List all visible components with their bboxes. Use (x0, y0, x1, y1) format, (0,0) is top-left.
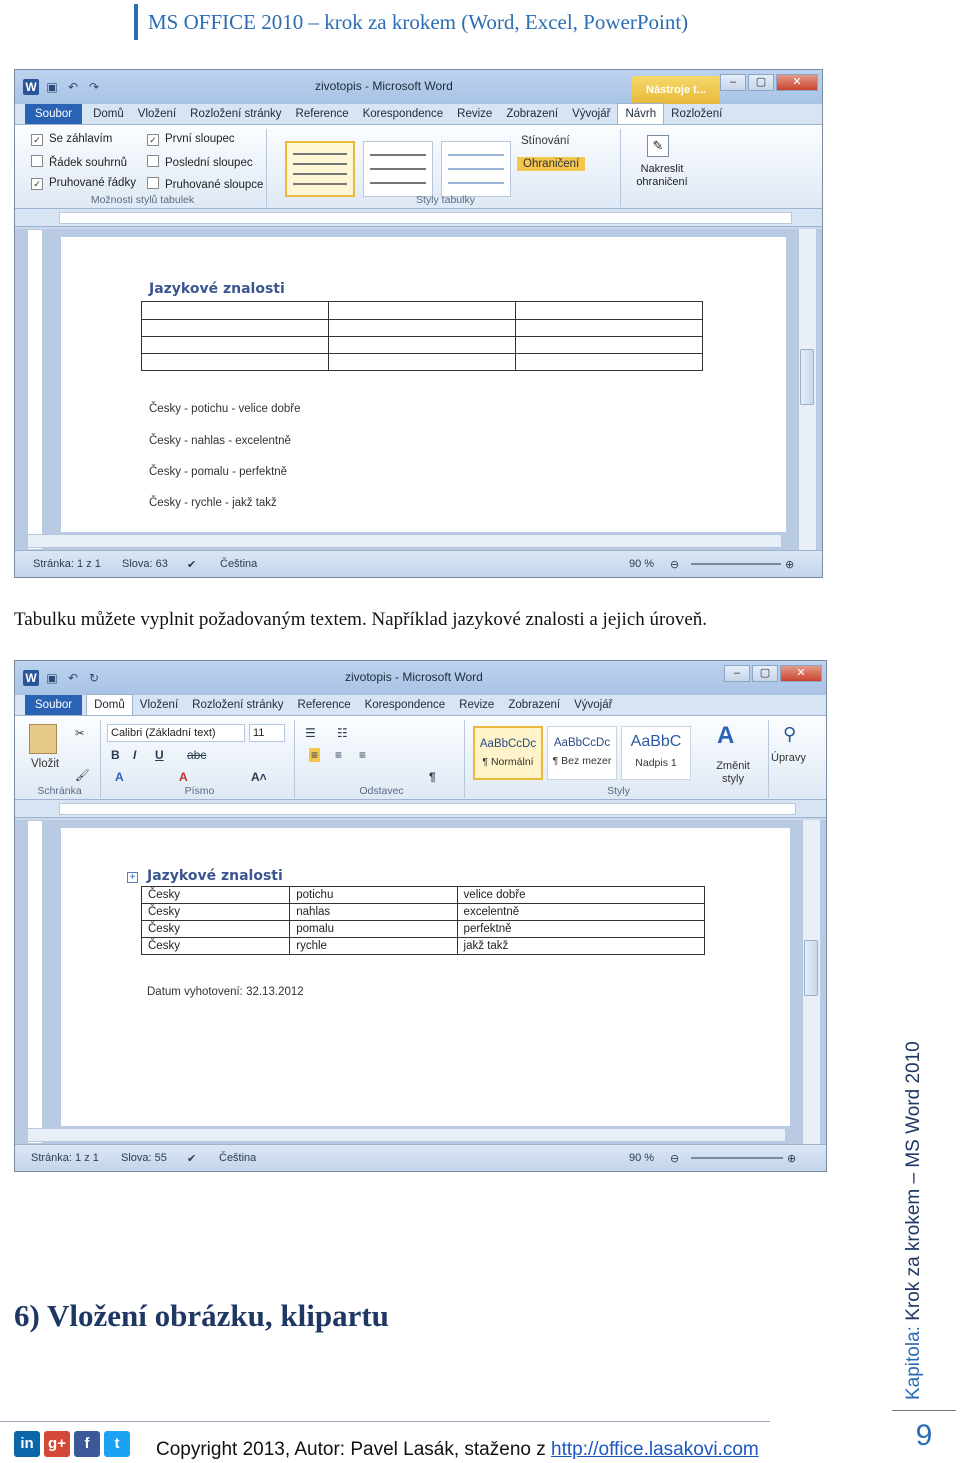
group-font (105, 720, 295, 798)
copyright-text: Copyright 2013, Autor: Pavel Lasák, staženo z (156, 1439, 546, 1460)
maximize-icon[interactable]: ▢ (748, 74, 774, 91)
doc-heading: Jazykové znalosti (149, 281, 285, 297)
caption: Tabulku můžete vyplnit požadovaným textem. Například jazykové znalosti a jejich úroveň. (14, 609, 708, 630)
align-left-icon[interactable]: ≡ (311, 748, 319, 762)
style-name: ¶ Bez mezer (552, 755, 612, 767)
zoom-slider[interactable] (691, 563, 781, 565)
style-sample: AaBbCcDc (479, 738, 537, 750)
tab-revize[interactable]: Revize (457, 108, 493, 120)
status-zoom[interactable]: 90 % (629, 1152, 655, 1164)
table-cell[interactable]: jakž takž (457, 938, 704, 955)
status-words[interactable]: Slova: 55 (121, 1152, 167, 1164)
pilcrow-icon[interactable]: ¶ (429, 770, 436, 784)
doc-heading: Jazykové znalosti (147, 868, 283, 884)
bold-icon[interactable]: B (111, 748, 120, 762)
table-cell[interactable]: nahlas (290, 904, 457, 921)
word-logo-icon[interactable]: W (23, 670, 39, 686)
group-label-clipboard: Schránka (37, 785, 82, 797)
grow-font-icon[interactable]: A˄ (251, 770, 267, 784)
table-style-grid[interactable] (285, 141, 355, 197)
ribbon-home (15, 716, 826, 800)
binoculars-icon[interactable]: ⚲ (783, 724, 797, 744)
status-page[interactable]: Stránka: 1 z 1 (31, 1152, 99, 1164)
style-name: Nadpis 1 (635, 757, 677, 769)
table-style-plain[interactable] (363, 141, 433, 197)
ribbon-tabs (15, 104, 822, 125)
close-icon[interactable]: ✕ (776, 74, 818, 91)
style-normal[interactable] (473, 726, 543, 780)
text-line: Česky - rychle - jakž takž (149, 497, 277, 509)
tab-domu[interactable]: Domů (93, 108, 124, 120)
draw-borders-button[interactable]: Nakreslit ohraničení (636, 163, 688, 188)
checkbox-last-column[interactable]: Poslední sloupec (147, 155, 253, 169)
group-label-styles: Styly tabulky (416, 194, 475, 206)
tab-soubor[interactable]: Soubor (25, 695, 82, 715)
twitter-icon[interactable]: t (104, 1431, 130, 1457)
footer-divider (0, 1421, 770, 1422)
vertical-ruler (27, 229, 43, 550)
document-page[interactable] (61, 828, 790, 1126)
table-cell[interactable]: pomalu (290, 921, 457, 938)
horizontal-scrollbar[interactable] (27, 534, 782, 548)
text-line: Česky - potichu - velice dobře (149, 403, 301, 415)
checkbox-header-row[interactable]: ✓ Se záhlavím (31, 133, 112, 146)
status-language[interactable]: Čeština (219, 1152, 257, 1164)
title-bar (15, 661, 826, 695)
checkbox-first-column[interactable]: ✓ První sloupec (147, 133, 235, 146)
maximize-icon[interactable]: ▢ (752, 665, 778, 682)
format-painter-icon[interactable]: 🖌 (75, 770, 90, 782)
proofing-icon[interactable]: ✔ (187, 559, 197, 571)
status-bar (15, 550, 822, 577)
table-cell[interactable]: excelentně (457, 904, 704, 921)
tab-domu[interactable]: Domů (86, 694, 133, 715)
checkbox-banded-rows[interactable]: ✓ Pruhované řádky (31, 177, 136, 190)
font-name-field[interactable]: Calibri (Základní text) (107, 724, 245, 742)
linkedin-icon[interactable]: in (14, 1431, 40, 1457)
tab-zobrazeni[interactable]: Zobrazení (506, 108, 559, 120)
vertical-scroll-thumb[interactable] (800, 349, 814, 405)
checkbox-banded-columns[interactable]: Pruhované sloupce (147, 177, 263, 191)
style-sample: AaBbCcDc (553, 737, 611, 749)
tab-reference[interactable]: Reference (297, 699, 351, 711)
align-right-icon[interactable]: ≡ (359, 748, 367, 762)
style-heading-1[interactable] (621, 726, 691, 780)
text-line: Česky - pomalu - perfektně (149, 466, 288, 478)
facebook-icon[interactable]: f (74, 1431, 100, 1457)
context-tab-table-tools[interactable]: Nástroje t... (632, 76, 720, 104)
tab-soubor[interactable]: Soubor (25, 104, 82, 124)
change-styles-icon[interactable]: A (717, 722, 735, 749)
zoom-out-icon[interactable]: ⊖ (670, 1153, 680, 1165)
strikethrough-icon[interactable]: abc (187, 748, 207, 762)
zoom-out-icon[interactable]: ⊖ (670, 559, 680, 571)
numbering-icon[interactable]: ☷ (337, 726, 348, 740)
table-move-handle-icon[interactable]: + (127, 872, 138, 883)
shading-button[interactable]: Stínování (521, 135, 570, 147)
table-cell[interactable]: Česky (142, 921, 290, 938)
google-plus-icon[interactable]: g+ (44, 1431, 70, 1457)
document-area (15, 229, 822, 550)
close-icon[interactable]: ✕ (780, 665, 822, 682)
quick-access-toolbar (23, 670, 102, 686)
redo-icon[interactable]: ↻ (88, 671, 100, 685)
group-draw-borders (625, 129, 697, 207)
word-window-table-design (14, 69, 823, 578)
site-link[interactable]: http://office.lasakovi.com (551, 1439, 759, 1460)
align-center-icon[interactable]: ≡ (335, 748, 343, 762)
tab-navrh[interactable]: Návrh (617, 103, 664, 124)
tab-korespondence[interactable]: Korespondence (362, 108, 444, 120)
side-title: Krok za krokem – MS Word 2010 (903, 1041, 924, 1321)
underline-icon[interactable]: U (155, 748, 164, 762)
language-table[interactable] (141, 886, 705, 955)
status-bar (15, 1144, 826, 1171)
group-clipboard (19, 720, 101, 798)
tab-zobrazeni[interactable]: Zobrazení (508, 699, 561, 711)
style-name: ¶ Normální (482, 756, 534, 768)
group-table-styles (271, 129, 621, 207)
word-logo-icon[interactable]: W (23, 79, 39, 95)
table-cell[interactable]: potichu (290, 887, 457, 904)
document-area (15, 820, 826, 1144)
undo-icon[interactable]: ↶ (67, 671, 79, 685)
paste-button[interactable]: Vložit (31, 758, 60, 770)
tab-korespondence[interactable]: Korespondence (364, 699, 446, 711)
vertical-ruler (27, 820, 43, 1144)
table-cell[interactable]: perfektně (457, 921, 704, 938)
font-color-icon[interactable]: A (179, 770, 188, 784)
group-table-style-options (19, 129, 267, 207)
side-label: Kapitola: (903, 1326, 924, 1400)
horizontal-ruler (15, 209, 822, 227)
group-editing (771, 720, 819, 798)
group-styles (469, 720, 769, 798)
tab-vyvojar[interactable]: Vývojář (572, 108, 611, 120)
copyright (156, 1439, 759, 1461)
document-page[interactable] (61, 237, 786, 532)
group-paragraph (299, 720, 465, 798)
cut-icon[interactable]: ✂ (75, 728, 85, 740)
save-icon[interactable]: ▣ (46, 671, 58, 685)
ribbon-tabs (15, 695, 826, 716)
zoom-in-icon[interactable]: ⊕ (787, 1153, 797, 1165)
minimize-icon[interactable]: – (724, 665, 750, 682)
redo-icon[interactable]: ↷ (88, 80, 100, 94)
group-label-font: Písmo (184, 785, 215, 797)
window-title: zivotopis - Microsoft Word (345, 670, 483, 684)
editing-button[interactable]: Úpravy (771, 752, 806, 764)
italic-icon[interactable]: I (133, 748, 137, 762)
table-cell[interactable]: Česky (142, 904, 290, 921)
status-page[interactable]: Stránka: 1 z 1 (33, 558, 101, 570)
tab-rozlozeni-stranky[interactable]: Rozložení stránky (192, 699, 284, 711)
tab-vyvojar[interactable]: Vývojář (574, 699, 613, 711)
proofing-icon[interactable]: ✔ (187, 1153, 197, 1165)
status-words[interactable]: Slova: 63 (122, 558, 168, 570)
tab-vlozeni[interactable]: Vložení (137, 108, 177, 120)
empty-table[interactable] (141, 301, 703, 371)
window-title: zivotopis - Microsoft Word (315, 79, 453, 93)
word-window-home (14, 660, 827, 1172)
vertical-scroll-thumb[interactable] (804, 940, 818, 996)
minimize-icon[interactable]: – (720, 74, 746, 91)
horizontal-ruler (15, 800, 826, 818)
section-heading: 6) Vložení obrázku, klipartu (14, 1298, 389, 1333)
save-icon[interactable]: ▣ (46, 80, 58, 94)
group-label-paragraph: Odstavec (359, 785, 404, 797)
borders-button[interactable]: Ohraničení (517, 157, 585, 171)
tab-revize[interactable]: Revize (459, 699, 495, 711)
table-cell[interactable]: rychle (290, 938, 457, 955)
paste-icon[interactable] (29, 724, 57, 754)
title-bar (15, 70, 822, 104)
window-controls (720, 74, 818, 91)
table-cell[interactable]: velice dobře (457, 887, 704, 904)
window-controls (724, 665, 822, 682)
group-label-options: Možnosti stylů tabulek (90, 194, 195, 206)
text-line: Česky - nahlas - excelentně (149, 435, 291, 447)
tab-rozlozeni-stranky[interactable]: Rozložení stránky (190, 108, 282, 120)
table-style-light[interactable] (441, 141, 511, 197)
tab-rozlozeni[interactable]: Rozložení (671, 108, 723, 120)
social-icons (14, 1431, 130, 1457)
status-zoom[interactable]: 90 % (629, 558, 655, 570)
undo-icon[interactable]: ↶ (67, 80, 79, 94)
horizontal-scrollbar[interactable] (27, 1128, 786, 1142)
page-number: 9 (892, 1410, 956, 1460)
ribbon-design (15, 125, 822, 209)
zoom-slider[interactable] (691, 1157, 783, 1159)
pencil-icon[interactable]: ✎ (647, 135, 669, 157)
table-cell[interactable]: Česky (142, 887, 290, 904)
date-line: Datum vyhotovení: 32.13.2012 (147, 986, 304, 998)
chapter-side-label (903, 980, 933, 1400)
bullets-icon[interactable]: ☰ (305, 726, 316, 740)
change-styles-button[interactable]: Změnit styly (716, 760, 750, 785)
header-title: MS OFFICE 2010 – krok za krokem (Word, Excel, PowerPoint) (134, 4, 688, 40)
tab-vlozeni[interactable]: Vložení (139, 699, 179, 711)
style-no-spacing[interactable] (547, 726, 617, 780)
font-size-field[interactable]: 11 (249, 724, 285, 742)
style-sample: AaBbC (630, 733, 682, 750)
checkbox-total-row[interactable]: Řádek souhrnů (31, 155, 127, 169)
zoom-in-icon[interactable]: ⊕ (785, 559, 795, 571)
status-language[interactable]: Čeština (220, 558, 258, 570)
text-effects-icon[interactable]: A (115, 770, 124, 784)
quick-access-toolbar (23, 79, 102, 95)
table-cell[interactable]: Česky (142, 938, 290, 955)
group-label-styles: Styly (607, 785, 630, 797)
tab-reference[interactable]: Reference (295, 108, 349, 120)
